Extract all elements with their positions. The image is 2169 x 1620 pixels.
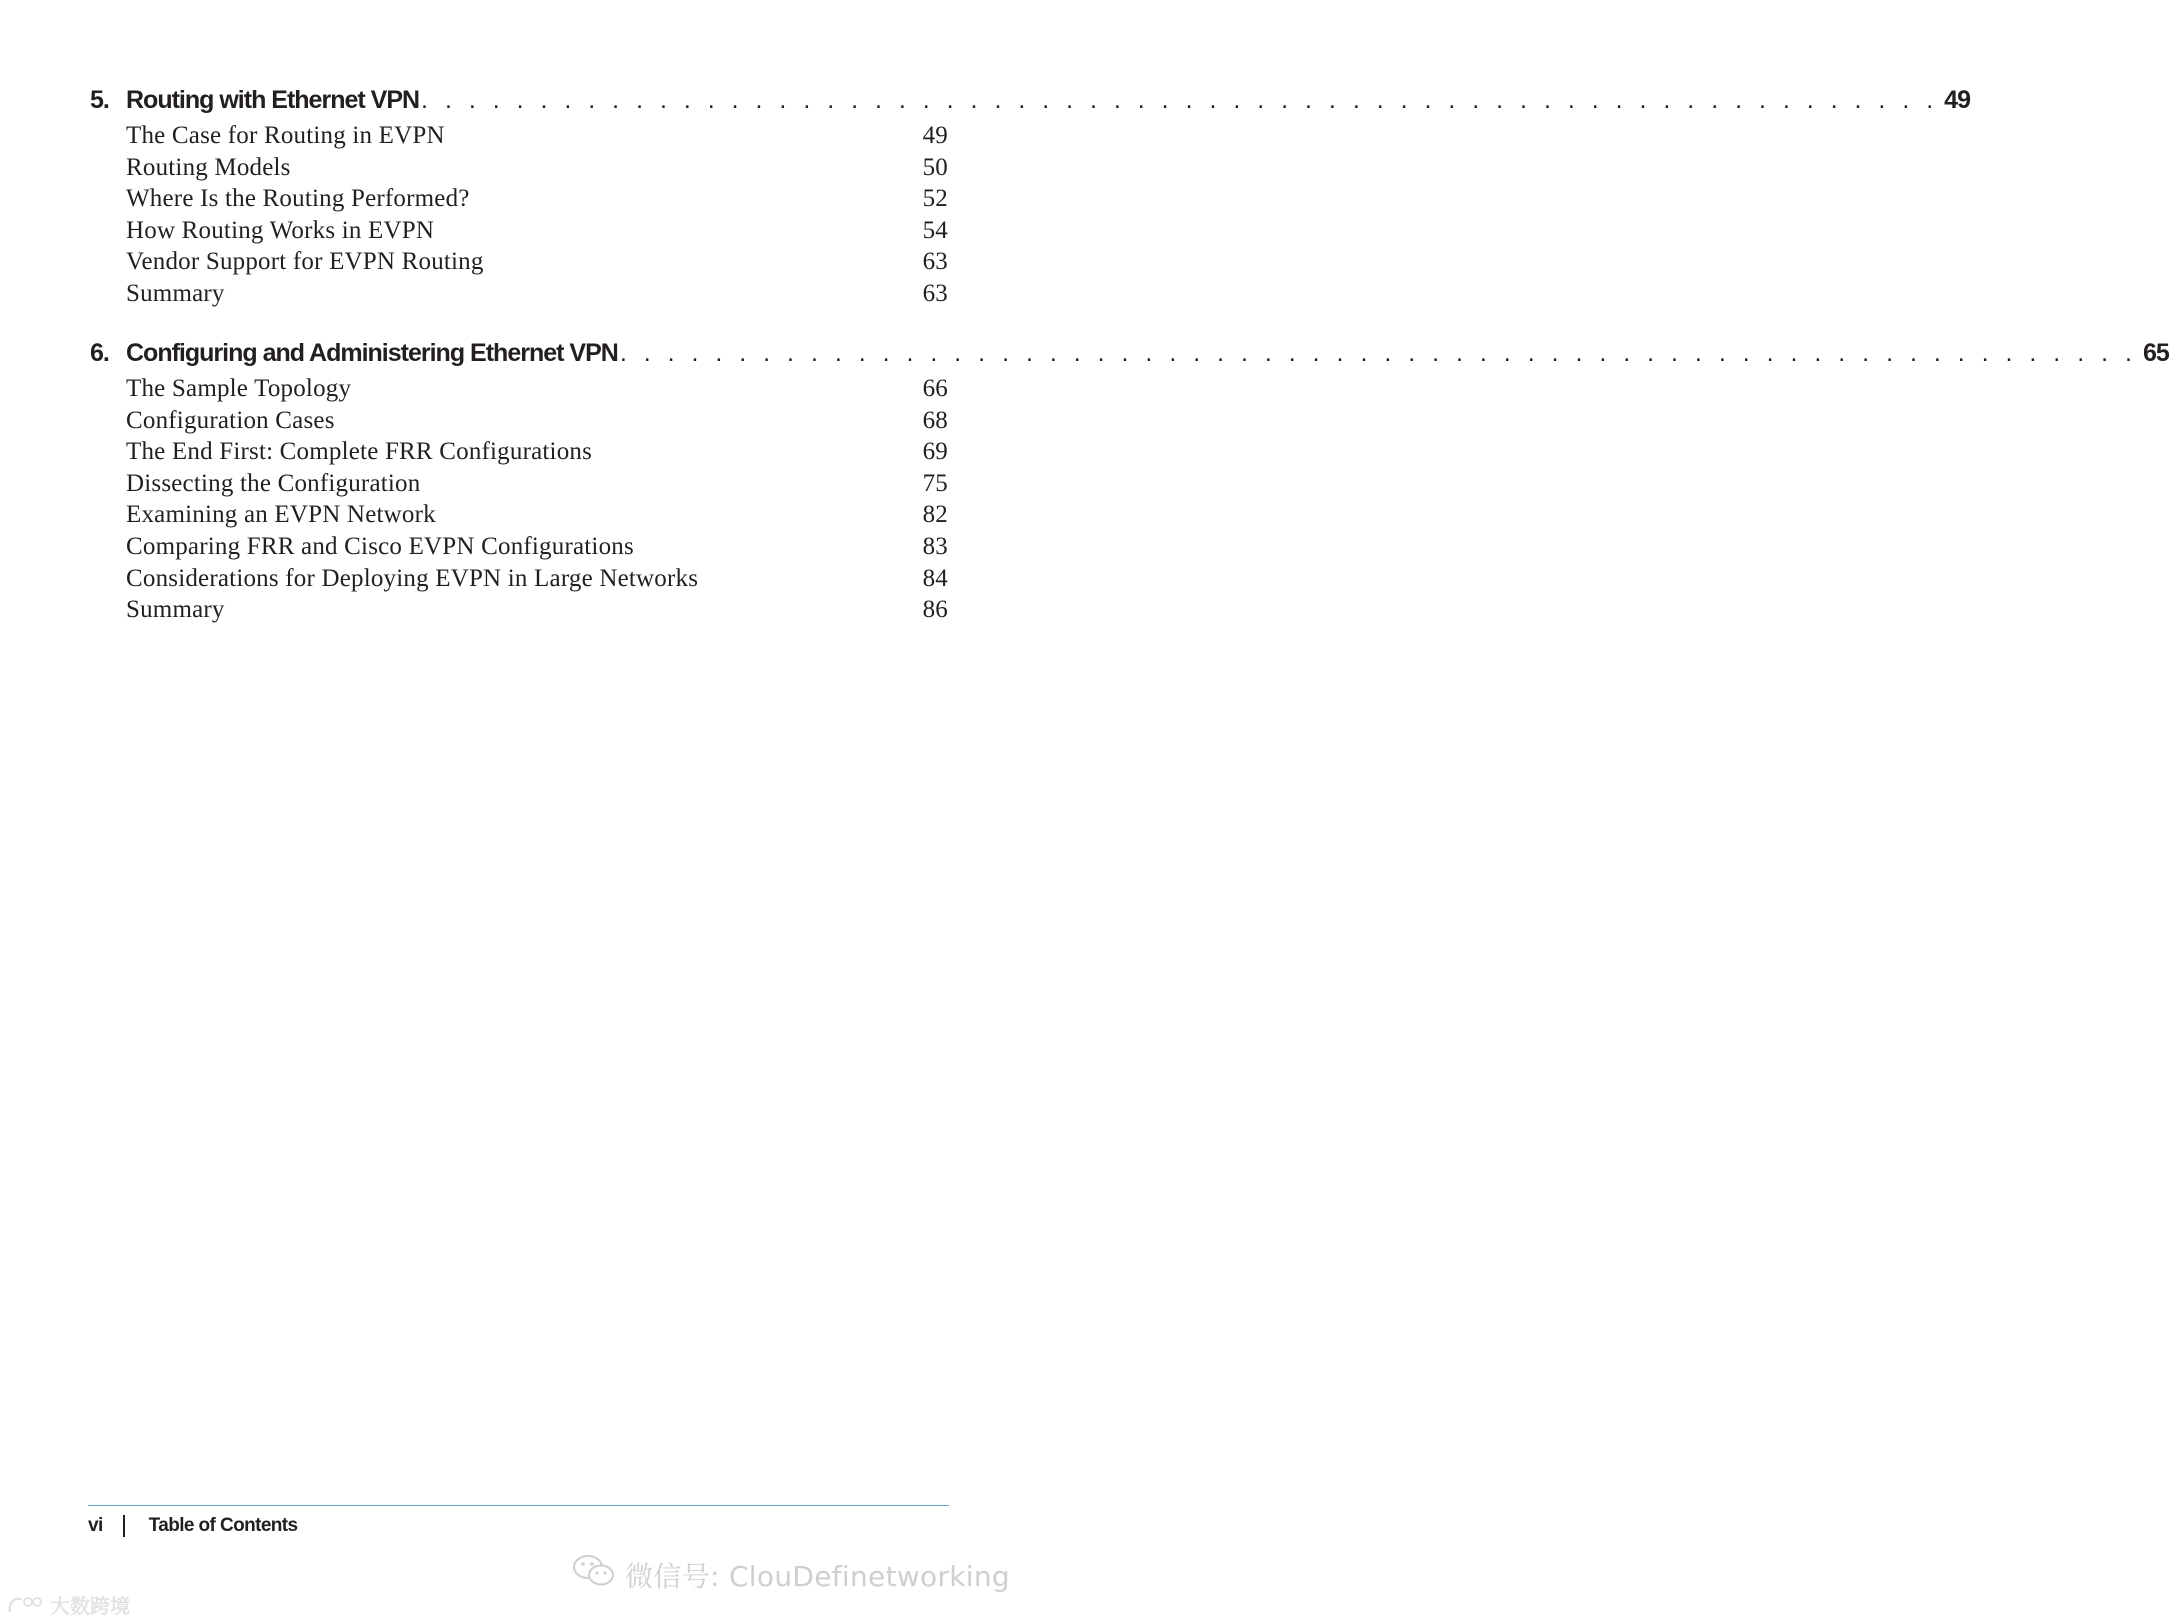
- entry-page-number: 82: [922, 501, 948, 529]
- toc-entry[interactable]: [90, 122, 948, 154]
- entry-page-number: 52: [922, 185, 948, 213]
- entry-title: Dissecting the Configuration: [126, 469, 421, 497]
- chapter-title: Routing with Ethernet VPN: [126, 86, 420, 114]
- toc-entry[interactable]: [90, 533, 948, 565]
- toc-entry[interactable]: [90, 217, 948, 249]
- entry-title: Routing Models: [126, 153, 291, 181]
- entry-page-number: 66: [922, 375, 948, 402]
- entry-title: Summary: [126, 596, 225, 624]
- running-footer-title: Table of Contents: [148, 1515, 298, 1536]
- toc-entry[interactable]: [90, 407, 948, 439]
- footer-rule: [88, 1505, 949, 1506]
- entry-page-number: 69: [922, 438, 948, 466]
- entry-page-number: 68: [922, 406, 948, 434]
- entry-title: How Routing Works in EVPN: [126, 216, 435, 244]
- chapter-5: [90, 86, 1970, 312]
- entry-title: Considerations for Deploying EVPN in Large Networks: [126, 564, 699, 592]
- corner-watermark: [6, 1590, 130, 1619]
- page-number-roman: vi: [88, 1515, 103, 1536]
- page-footer: [88, 1515, 298, 1537]
- chapter-number: 6.: [90, 339, 109, 367]
- watermark-text: 微信号: ClouDefinetworking: [625, 1559, 1010, 1593]
- toc-entry[interactable]: [90, 596, 948, 628]
- logo-mark-icon: [6, 1592, 46, 1618]
- chapter-page-number: 49: [1944, 86, 1970, 114]
- corner-watermark-text: 大数跨境: [50, 1594, 130, 1618]
- wechat-icon: [571, 1553, 617, 1596]
- entry-title: Vendor Support for EVPN Routing: [126, 248, 484, 276]
- entry-page-number: 83: [922, 532, 948, 560]
- toc-entry[interactable]: [90, 375, 948, 407]
- dot-leader: . . . . . . . . . . . . . . . . . . . . . . . . . . . . . . . . . . . . . . . . . . . . . . . . . . . . . . . . . . . . . . . .: [421, 86, 1939, 114]
- entry-title: Configuration Cases: [126, 406, 335, 434]
- chapter-heading[interactable]: [90, 339, 2169, 375]
- chapter-page-number: 65: [2142, 339, 2169, 367]
- dot-leader: . . . . . . . . . . . . . . . . . . . . . . . . . . . . . . . . . . . . . . . . . . . . . . . . . . . . . . . . . . . . . . . .: [619, 339, 2137, 367]
- footer-separator: [123, 1515, 125, 1537]
- watermark: [571, 1553, 1010, 1596]
- toc-entry[interactable]: [90, 470, 948, 502]
- entry-page-number: 50: [922, 153, 948, 181]
- section-list: [90, 122, 948, 312]
- toc-entry[interactable]: [90, 501, 948, 533]
- entry-page-number: 86: [922, 596, 948, 624]
- entry-title: The End First: Complete FRR Configurations: [126, 438, 593, 466]
- entry-title: The Sample Topology: [126, 375, 352, 402]
- toc-entry[interactable]: [90, 185, 948, 217]
- chapter-6: [90, 339, 2169, 628]
- toc-entry[interactable]: [90, 248, 948, 280]
- entry-title: Comparing FRR and Cisco EVPN Configurations: [126, 532, 634, 560]
- entry-page-number: 84: [922, 564, 948, 592]
- entry-title: Where Is the Routing Performed?: [126, 185, 470, 213]
- section-list: [90, 375, 948, 628]
- entry-page-number: 75: [922, 469, 948, 497]
- entry-title: Examining an EVPN Network: [126, 501, 436, 529]
- chapter-title: Configuring and Administering Ethernet VPN: [126, 339, 618, 367]
- entry-page-number: 49: [922, 122, 948, 149]
- toc-entry[interactable]: [90, 280, 948, 312]
- toc-entry[interactable]: [90, 154, 948, 186]
- toc-entry[interactable]: [90, 438, 948, 470]
- toc-entry[interactable]: [90, 565, 948, 597]
- entry-title: Summary: [126, 279, 225, 307]
- chapter-number: 5.: [90, 86, 109, 114]
- entry-title: The Case for Routing in EVPN: [126, 122, 445, 149]
- entry-page-number: 63: [922, 279, 948, 307]
- chapter-heading[interactable]: [90, 86, 1970, 122]
- entry-page-number: 63: [922, 248, 948, 276]
- entry-page-number: 54: [922, 216, 948, 244]
